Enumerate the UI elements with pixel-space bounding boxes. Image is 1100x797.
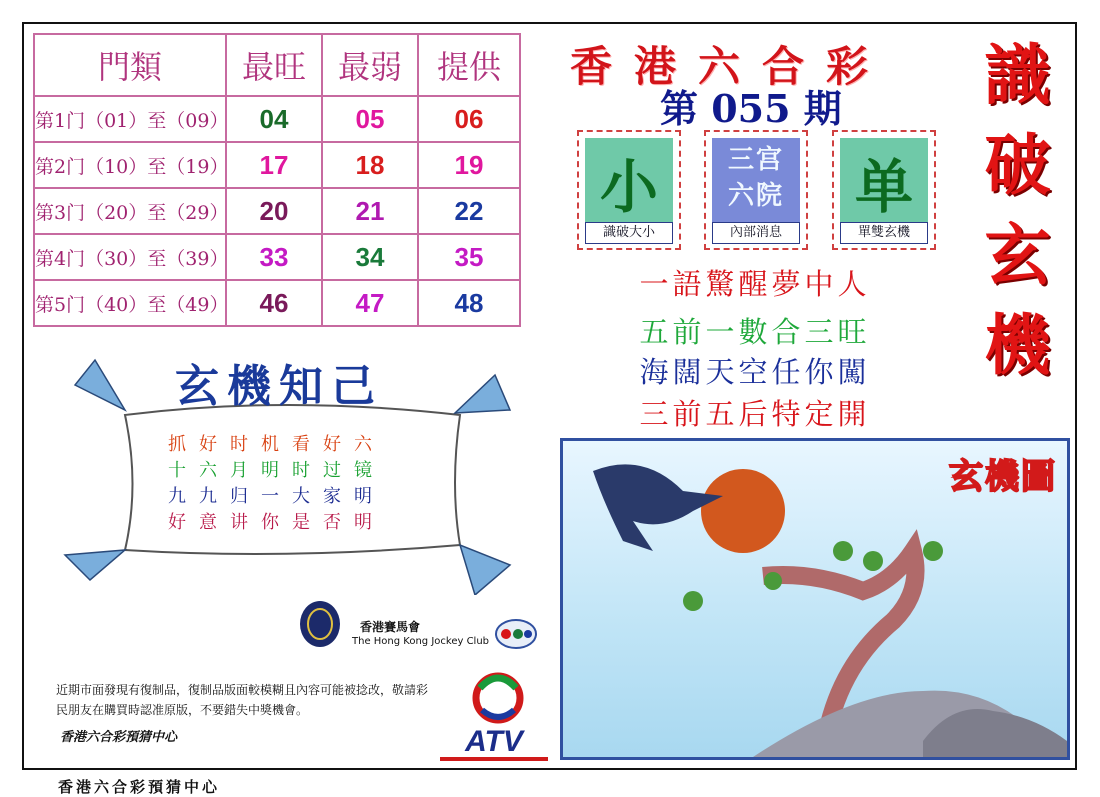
box-caption: 識破大小 (585, 222, 673, 244)
row-label: 第4门（30）至（39） (34, 234, 226, 280)
box-caption: 單雙玄機 (840, 222, 928, 244)
vertical-title (970, 30, 1065, 390)
cell: 33 (226, 234, 322, 280)
cell: 04 (226, 96, 322, 142)
vertical-char: 機 (984, 306, 1051, 384)
header-provided: 提供 (418, 34, 520, 96)
row-label: 第3门（20）至（29） (34, 188, 226, 234)
mark-six-logo-icon (492, 612, 540, 652)
vertical-char: 識 (984, 36, 1051, 114)
leaf-icon (863, 551, 883, 571)
table-row (34, 280, 520, 326)
slogan-3: 海闊天空任你闖 (639, 355, 871, 389)
cell: 35 (418, 234, 520, 280)
bird-icon (75, 360, 125, 410)
box-glyph: 三宫六院 (727, 145, 784, 211)
vertical-char: 破 (984, 126, 1051, 204)
cell: 21 (322, 188, 418, 234)
table-row (34, 234, 520, 280)
cell: 06 (418, 96, 520, 142)
scroll-title: 玄機知己 (175, 361, 383, 412)
poem-line-2: 十六月明时过镜 (168, 460, 385, 481)
leaf-icon (833, 541, 853, 561)
bird-icon (65, 550, 125, 580)
table-row (34, 96, 520, 142)
box-size (577, 130, 681, 250)
bird-icon (455, 375, 510, 413)
header-weakest: 最弱 (322, 34, 418, 96)
picture-title: 玄機圖 (949, 457, 1057, 497)
header-category: 門類 (34, 34, 226, 96)
sun-icon (701, 469, 785, 553)
bottom-caption: 香港六合彩預猜中心 (58, 778, 221, 796)
box-odd-even (832, 130, 936, 250)
cell: 46 (226, 280, 322, 326)
hkjc-name-cn: 香港賽馬會 (360, 620, 421, 634)
box-glyph: 单 (854, 153, 913, 221)
center-name: 香港六合彩預猜中心 (60, 730, 178, 745)
bird-icon (460, 545, 510, 595)
vertical-char: 玄 (984, 216, 1051, 294)
leaf-icon (923, 541, 943, 561)
box-inside-news (704, 130, 808, 250)
atv-logo-icon (470, 668, 526, 726)
hkjc-logo-icon (298, 600, 342, 648)
header-hottest: 最旺 (226, 34, 322, 96)
cell: 18 (322, 142, 418, 188)
atv-wordmark: ATV (440, 727, 548, 761)
cell: 47 (322, 280, 418, 326)
cell: 22 (418, 188, 520, 234)
hkjc-name-en: The Hong Kong Jockey Club (352, 636, 490, 647)
cell: 34 (322, 234, 418, 280)
poem-line-1: 抓好时机看好六 (168, 434, 385, 455)
puzzle-picture (560, 438, 1070, 760)
table-row (34, 188, 520, 234)
notice-text: 近期市面發現有復制品，復制品版面較模糊且內容可能被捻改，敬請彩民朋友在購買時認准原版，不要錯失中獎機會。 (56, 683, 429, 717)
page-title: 香港六合彩 (570, 42, 891, 91)
number-table (33, 33, 521, 327)
box-glyph: 小 (599, 153, 658, 221)
cell: 48 (418, 280, 520, 326)
leaf-icon (683, 591, 703, 611)
box-caption: 內部消息 (712, 222, 800, 244)
cell: 19 (418, 142, 520, 188)
cell: 05 (322, 96, 418, 142)
poem-line-4: 好意讲你是否明 (168, 512, 385, 533)
slogan-4: 三前五后特定開 (639, 397, 871, 431)
slogan-2: 五前一數合三旺 (639, 315, 871, 349)
slogan-1: 一語驚醒夢中人 (639, 267, 871, 301)
row-label: 第1门（01）至（09） (34, 96, 226, 142)
cell: 20 (226, 188, 322, 234)
table-row (34, 142, 520, 188)
row-label: 第5门（40）至（49） (34, 280, 226, 326)
cell: 17 (226, 142, 322, 188)
row-label: 第2门（10）至（19） (34, 142, 226, 188)
leaf-icon (764, 572, 782, 590)
poem-line-3: 九九归一大家明 (168, 486, 385, 507)
issue-number: 第 055 期 (660, 86, 842, 131)
